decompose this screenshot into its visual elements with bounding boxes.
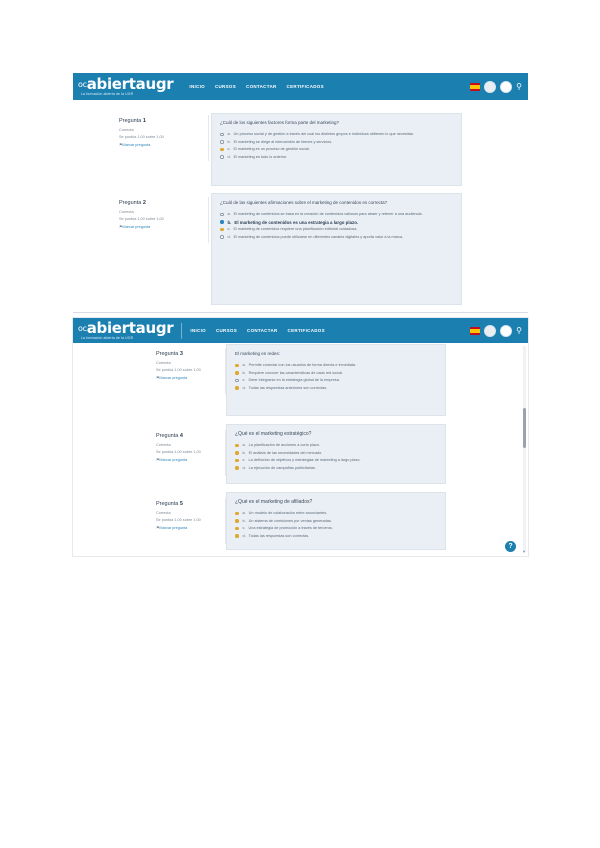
logo-tagline: La formación abierta de la UGR [81,336,134,340]
nav-inicio[interactable]: INICIO [189,84,205,89]
answer-option[interactable]: d. La ejecución de campañas publicitarias. [235,466,437,471]
answer-option[interactable]: d. Todas las respuestas anteriores son correctas. [235,386,437,391]
radio-button[interactable] [235,512,239,516]
question-card-3 [226,344,446,416]
question-status: Correcta [156,361,171,365]
question-status: Correcta [156,443,171,447]
question-title: Pregunta 5 [156,501,183,507]
notification-icon[interactable] [484,81,496,93]
radio-button[interactable] [220,133,224,137]
nav-certificados[interactable]: CERTIFICADOS [286,84,324,89]
logo-tagline: La formación abierta de la UGR [81,92,134,96]
question-prompt: ¿Cuál de las siguientes afirmaciones sobre el marketing de contenidos es correcta? [220,200,388,205]
answer-option[interactable]: c. El marketing de contenidos requiere una planificación editorial cuidadosa. [220,227,453,232]
answer-option[interactable]: d. El marketing es todo lo anterior. [220,155,453,160]
answer-option[interactable]: a. Permite conectar con los usuarios de forma directa e inmediata. [235,363,437,368]
radio-button[interactable] [220,220,224,224]
screenshot-bottom [73,318,528,556]
question-card-4 [226,424,446,484]
question-title: Pregunta 3 [156,351,183,357]
answer-option[interactable]: c. La definición de objetivos y estrategias de marketing a largo plazo. [235,458,437,463]
spanish-flag-icon[interactable] [470,327,480,335]
radio-button[interactable] [235,379,239,383]
answer-option[interactable]: a. La planificación de acciones a corto plazo. [235,443,437,448]
radio-button[interactable] [235,466,239,470]
question-score: Se puntúa 1,00 sobre 1,00 [156,450,201,454]
top-navbar [73,318,528,343]
flag-question-link[interactable]: ⚑ Marcar pregunta [156,525,221,530]
question-title: Pregunta 2 [119,200,146,206]
radio-button[interactable] [235,459,239,463]
question-card-5 [226,492,446,550]
scrollbar[interactable] [523,346,526,552]
nav-inicio[interactable]: INICIO [190,328,206,333]
answer-option[interactable]: b. El marketing se dirige al intercambio de bienes y servicios. [220,140,453,145]
user-avatar[interactable] [500,325,512,337]
question-info-3 [148,348,226,394]
spanish-flag-icon[interactable] [470,83,480,91]
radio-button[interactable] [235,444,239,448]
main-nav [189,84,324,89]
radio-button[interactable] [220,140,224,144]
answer-option[interactable]: a. Un proceso social y de gestión a través del cual los distintos grupos e individuos obtienen lo que necesitan. [220,132,453,137]
radio-button[interactable] [220,213,224,217]
radio-button[interactable] [220,148,224,152]
radio-button[interactable] [235,451,239,455]
radio-button[interactable] [220,155,224,159]
scrollbar-thumb[interactable] [523,408,526,448]
scroll-down-arrow-icon[interactable]: ▼ [522,549,526,554]
flag-question-link[interactable]: ⚑ Marcar pregunta [119,142,204,147]
nav-cursos[interactable]: CURSOS [214,84,237,89]
answer-option[interactable]: d. El marketing de contenidos puede utilizarse en diferentes canales digitales y aporta valor a la marca. [220,235,453,240]
question-score: Se puntúa 1,00 sobre 1,00 [156,368,201,372]
question-status: Correcta [119,210,134,214]
question-status: Correcta [156,511,171,515]
radio-button[interactable] [235,527,239,531]
nav-cursos[interactable]: CURSOS [215,328,238,333]
answer-option[interactable]: d. Todas las respuestas son correctas. [235,534,437,539]
flag-question-link[interactable]: ⚑ Marcar pregunta [119,224,204,229]
nav-certificados[interactable]: CERTIFICADOS [287,328,325,333]
question-card-2 [211,193,462,305]
question-info-5 [148,498,226,544]
nav-contactar[interactable]: CONTACTAR [247,328,278,333]
answer-option[interactable]: b. Un sistema de comisiones por ventas generadas. [235,519,437,524]
question-title: Pregunta 1 [119,118,146,124]
radio-button[interactable] [235,386,239,390]
search-icon[interactable]: ⚲ [516,81,522,91]
question-info-2 [111,197,209,243]
question-title: Pregunta 4 [156,433,183,439]
question-prompt: ¿Qué es el marketing de afiliados? [235,499,313,505]
radio-button[interactable] [235,364,239,368]
question-score: Se puntúa 1,00 sobre 1,00 [156,518,201,522]
search-icon[interactable]: ⚲ [516,325,522,335]
site-logo[interactable]: ocabiertaugr La formación abierta de la UGR [78,319,174,340]
question-info-1 [111,115,209,161]
nav-contactar[interactable]: CONTACTAR [246,84,277,89]
user-avatar[interactable] [500,81,512,93]
question-prompt: ¿Cuál de los siguientes factores forma parte del marketing? [220,120,340,125]
answer-option[interactable]: c. Una estrategia de promoción a través de terceros. [235,526,437,531]
radio-button[interactable] [235,371,239,375]
nav-divider [181,323,182,339]
notification-icon[interactable] [484,325,496,337]
site-logo[interactable]: ocabiertaugr La formación abierta de la UGR [78,75,174,96]
answer-option[interactable]: a. El marketing de contenidos se basa en la creación de contenidos valiosos para atraer y retener a una audiencia. [220,212,453,217]
radio-button[interactable] [220,228,224,232]
question-score: Se puntúa 1,00 sobre 1,00 [119,135,164,139]
question-status: Correcta [119,128,134,132]
help-button[interactable]: ? [505,541,516,552]
question-card-1 [211,113,462,186]
screenshot-top [73,73,528,313]
question-prompt: El marketing en redes: [235,351,281,356]
flag-question-link[interactable]: ⚑ Marcar pregunta [156,375,221,380]
main-nav [190,328,325,333]
radio-button[interactable] [235,519,239,523]
top-navbar [73,73,528,100]
question-prompt: ¿Qué es el marketing estratégico? [235,431,312,437]
radio-button[interactable] [235,534,239,538]
answer-option[interactable]: b. El marketing de contenidos es una estrategia a largo plazo. [220,220,453,225]
answer-option[interactable]: a. Un modelo de colaboración entre anunciantes. [235,511,437,516]
answer-option[interactable]: c. Debe integrarse en la estrategia global de la empresa. [235,378,437,383]
question-score: Se puntúa 1,00 sobre 1,00 [119,217,164,221]
answer-option[interactable]: b. El análisis de las necesidades del mercado. [235,451,437,456]
radio-button[interactable] [220,235,224,239]
flag-question-link[interactable]: ⚑ Marcar pregunta [156,457,221,462]
answer-option[interactable]: c. El marketing es un proceso de gestión social. [220,147,453,152]
question-info-4 [148,430,226,476]
answer-option[interactable]: b. Requiere conocer las características de cada red social. [235,371,437,376]
